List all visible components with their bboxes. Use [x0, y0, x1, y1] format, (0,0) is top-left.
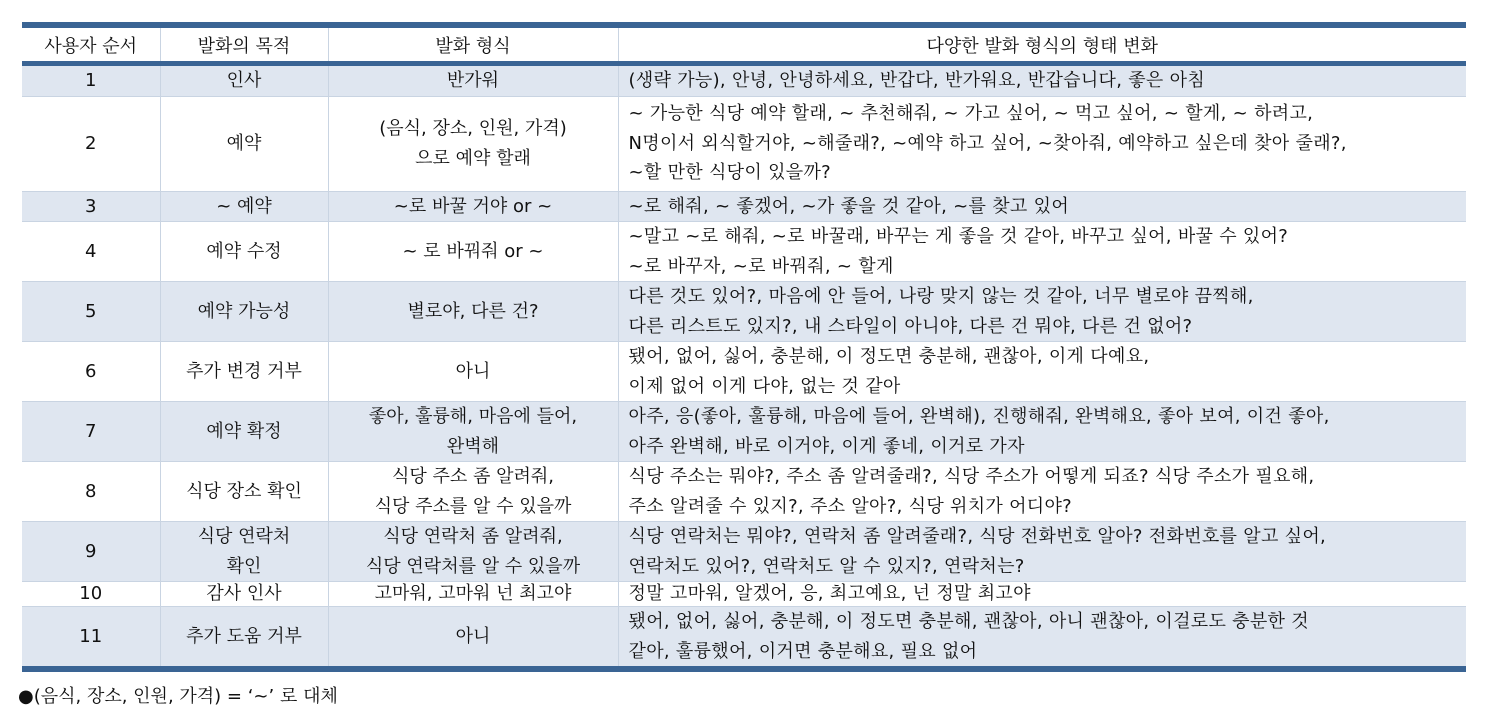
cell-variations: [618, 462, 1466, 522]
table-row: [22, 96, 1466, 191]
cell-order: 5: [22, 282, 160, 342]
variations-line: ~할 만한 식당이 있을까?: [628, 162, 831, 184]
table-row: [22, 462, 1466, 522]
variations-line: 식당 연락처는 뭐야?, 연락처 좀 알려줄래?, 식당 전화번호 알아? 전화번호를 알고 싶어,: [628, 526, 1327, 547]
cell-purpose: [160, 282, 328, 342]
variations-line: ~말고 ~로 해줘, ~로 바꿀래, 바꾸는 게 좋을 것 같아, 바꾸고 싶어, 바꿀 수 있어?: [628, 226, 1289, 247]
purpose-line: ~ 예약: [216, 195, 272, 217]
form-line: 아니: [455, 360, 491, 382]
variations-line: ~로 바꾸자, ~로 바꿔줘, ~ 할게: [628, 255, 894, 277]
cell-order: 1: [22, 64, 160, 97]
cell-purpose: [160, 522, 328, 582]
header-order: 사용자 순서: [22, 25, 160, 64]
table-row: [22, 582, 1466, 607]
cell-order: 9: [22, 522, 160, 582]
table-row: [22, 222, 1466, 282]
cell-variations: [618, 402, 1466, 462]
cell-purpose: [160, 96, 328, 191]
purpose-line: 예약 수정: [206, 240, 282, 262]
variations-line: 아주, 응(좋아, 훌륭해, 마음에 들어, 완벽해), 진행해줘, 완벽해요, 좋아 보여, 이건 좋아,: [628, 406, 1330, 427]
form-line: 고마워, 고마워 넌 최고야: [374, 583, 572, 604]
cell-variations: [618, 342, 1466, 402]
cell-purpose: [160, 402, 328, 462]
variations-line: ~로 해줘, ~ 좋겠어, ~가 좋을 것 같아, ~를 찾고 있어: [628, 195, 1070, 217]
cell-purpose: [160, 64, 328, 97]
form-line: 식당 연락처를 알 수 있을까: [365, 555, 581, 577]
cell-order: 6: [22, 342, 160, 402]
table-body: [22, 64, 1466, 670]
table-row: [22, 64, 1466, 97]
form-line: 완벽해: [446, 435, 500, 457]
cell-order: 11: [22, 607, 160, 670]
variations-line: N명이서 외식할거야, ~해줄래?, ~예약 하고 싶어, ~찾아줘, 예약하고 싶은데 찾아 줄래?,: [628, 132, 1347, 154]
cell-purpose: [160, 607, 328, 670]
cell-variations: [618, 191, 1466, 222]
purpose-line: 식당 연락처: [197, 526, 291, 547]
cell-variations: [618, 96, 1466, 191]
cell-order: 7: [22, 402, 160, 462]
header-row: [22, 25, 1466, 64]
variations-line: 이제 없어 이게 다야, 없는 것 같아: [628, 375, 901, 397]
variations-line: 됐어, 없어, 싫어, 충분해, 이 정도면 충분해, 괜찮아, 아니 괜찮아, 이걸로도 충분한 것: [628, 611, 1309, 632]
form-line: 으로 예약 할래: [415, 147, 531, 169]
cell-variations: [618, 282, 1466, 342]
purpose-line: 감사 인사: [206, 583, 282, 604]
purpose-line: 예약 확정: [206, 420, 282, 442]
utterance-table: [22, 22, 1466, 672]
cell-purpose: [160, 191, 328, 222]
cell-purpose: [160, 222, 328, 282]
variations-line: 다른 것도 있어?, 마음에 안 들어, 나랑 맞지 않는 것 같아, 너무 별로야 끔찍해,: [628, 286, 1254, 307]
variations-line: (생략 가능), 안녕, 안녕하세요, 반갑다, 반가워요, 반갑습니다, 좋은 아침: [628, 70, 1206, 91]
header-form: 발화 형식: [328, 25, 618, 64]
header-variations: 다양한 발화 형식의 형태 변화: [618, 25, 1466, 64]
form-line: ~ 로 바꿔줘 or ~: [402, 240, 544, 262]
cell-form: [328, 96, 618, 191]
cell-form: [328, 607, 618, 670]
form-line: 별로야, 다른 건?: [407, 300, 539, 322]
form-line: 식당 주소를 알 수 있을까: [374, 495, 572, 517]
purpose-line: 확인: [226, 555, 262, 577]
table-row: [22, 402, 1466, 462]
purpose-line: 추가 변경 거부: [186, 360, 302, 382]
variations-line: 다른 리스트도 있지?, 내 스타일이 아니야, 다른 건 뭐야, 다른 건 없어?: [628, 315, 1193, 337]
table-row: [22, 342, 1466, 402]
purpose-line: 예약 가능성: [197, 300, 291, 322]
cell-form: [328, 462, 618, 522]
purpose-line: 인사: [226, 70, 262, 91]
variations-line: 됐어, 없어, 싫어, 충분해, 이 정도면 충분해, 괜찮아, 이게 다예요,: [628, 346, 1150, 367]
purpose-line: 추가 도움 거부: [186, 625, 302, 647]
cell-purpose: [160, 582, 328, 607]
cell-purpose: [160, 342, 328, 402]
cell-form: [328, 64, 618, 97]
cell-form: [328, 402, 618, 462]
cell-form: [328, 222, 618, 282]
variations-line: ~ 가능한 식당 예약 할래, ~ 추천해줘, ~ 가고 싶어, ~ 먹고 싶어, ~ 할게, ~ 하려고,: [628, 103, 1314, 125]
variations-line: 같아, 훌륭했어, 이거면 충분해요, 필요 없어: [628, 640, 978, 662]
variations-line: 식당 주소는 뭐야?, 주소 좀 알려줄래?, 식당 주소가 어떻게 되죠? 식당 주소가 필요해,: [628, 466, 1315, 487]
cell-order: 3: [22, 191, 160, 222]
header-purpose: 발화의 목적: [160, 25, 328, 64]
table-row: [22, 282, 1466, 342]
cell-variations: [618, 522, 1466, 582]
cell-order: 2: [22, 96, 160, 191]
purpose-line: 예약: [226, 132, 262, 154]
cell-variations: [618, 222, 1466, 282]
cell-form: [328, 282, 618, 342]
cell-form: [328, 582, 618, 607]
cell-order: 4: [22, 222, 160, 282]
footnote: ●(음식, 장소, 인원, 가격) = ‘~’ 로 대체: [18, 686, 338, 707]
variations-line: 연락처도 있어?, 연락처도 알 수 있지?, 연락처는?: [628, 555, 1025, 577]
form-line: 반가워: [446, 70, 500, 91]
form-line: 좋아, 훌륭해, 마음에 들어,: [368, 406, 578, 427]
cell-variations: [618, 607, 1466, 670]
form-line: ~로 바꿀 거야 or ~: [393, 195, 553, 217]
variations-line: 아주 완벽해, 바로 이거야, 이게 좋네, 이거로 가자: [628, 435, 1025, 457]
table-row: [22, 522, 1466, 582]
cell-form: [328, 191, 618, 222]
cell-order: 10: [22, 582, 160, 607]
cell-form: [328, 342, 618, 402]
form-line: 식당 연락처 좀 알려줘,: [383, 526, 563, 547]
form-line: 아니: [455, 625, 491, 647]
purpose-line: 식당 장소 확인: [186, 480, 302, 502]
variations-line: 정말 고마워, 알겠어, 응, 최고예요, 넌 정말 최고야: [628, 583, 1031, 604]
cell-purpose: [160, 462, 328, 522]
table-row: [22, 607, 1466, 670]
cell-variations: [618, 582, 1466, 607]
form-line: (음식, 장소, 인원, 가격): [379, 118, 567, 139]
form-line: 식당 주소 좀 알려줘,: [392, 466, 554, 487]
cell-order: 8: [22, 462, 160, 522]
cell-form: [328, 522, 618, 582]
cell-variations: [618, 64, 1466, 97]
table-row: [22, 191, 1466, 222]
variations-line: 주소 알려줄 수 있지?, 주소 알아?, 식당 위치가 어디야?: [628, 495, 1073, 517]
